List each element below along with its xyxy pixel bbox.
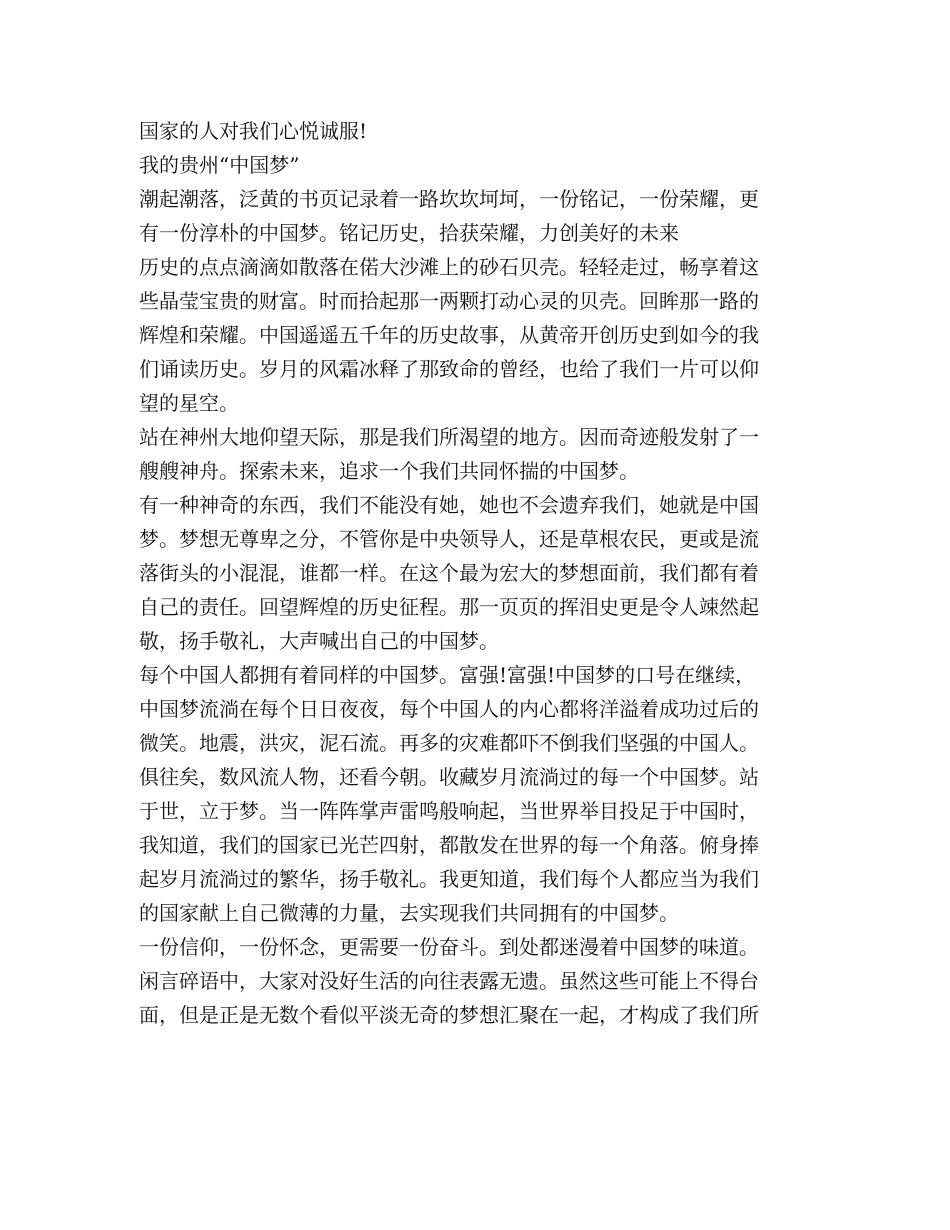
text-line: 自己的责任。回望辉煌的历史征程。那一页页的挥泪史更是令人竦然起 [139,595,759,619]
text-line: 每个中国人都拥有着同样的中国梦。富强!富强!中国梦的口号在继续， [139,663,756,687]
text-line: 俱往矣，数风流人物，还看今朝。收藏岁月流淌过的每一个中国梦。站 [139,765,759,789]
text-line: 历史的点点滴滴如散落在偌大沙滩上的砂石贝壳。轻轻走过，畅享着这 [139,255,759,279]
text-line: 些晶莹宝贵的财富。时而拾起那一两颗打动心灵的贝壳。回眸那一路的 [139,289,759,313]
text-line: 辉煌和荣耀。中国遥遥五千年的历史故事，从黄帝开创历史到如今的我 [139,323,759,347]
essay-title: 我的贵州“中国梦” [139,153,300,177]
text-line: 起岁月流淌过的繁华，扬手敬礼。我更知道，我们每个人都应当为我们 [139,867,759,891]
text-line: 中国梦流淌在每个日日夜夜，每个中国人的内心都将洋溢着成功过后的 [139,697,759,721]
text-line: 敬，扬手敬礼，大声喊出自己的中国梦。 [139,629,499,653]
text-line: 潮起潮落，泛黄的书页记录着一路坎坎坷坷，一份铭记，一份荣耀，更 [139,187,759,211]
text-line: 落街头的小混混，谁都一样。在这个最为宏大的梦想面前，我们都有着 [139,561,759,585]
text-line: 们诵读历史。岁月的风霜冰释了那致命的曾经，也给了我们一片可以仰 [139,357,759,381]
text-line: 望的星空。 [139,391,239,415]
text-line: 有一份淳朴的中国梦。铭记历史，拾获荣耀，力创美好的未来 [139,221,679,245]
text-line: 面，但是正是无数个看似平淡无奇的梦想汇聚在一起，才构成了我们所 [139,1003,759,1027]
text-line: 于世，立于梦。当一阵阵掌声雷鸣般响起，当世界举目投足于中国时， [139,799,759,823]
text-line: 艘艘神舟。探索未来，追求一个我们共同怀揣的中国梦。 [139,459,639,483]
text-line: 有一种神奇的东西，我们不能没有她，她也不会遗弃我们，她就是中国 [139,493,759,517]
text-line: 的国家献上自己微薄的力量，去实现我们共同拥有的中国梦。 [139,901,679,925]
text-line: 微笑。地震，洪灾，泥石流。再多的灾难都吓不倒我们坚强的中国人。 [139,731,759,755]
text-line: 我知道，我们的国家已光芒四射，都散发在世界的每一个角落。俯身捧 [139,833,759,857]
text-line: 国家的人对我们心悦诚服! [139,119,368,143]
text-line: 一份信仰，一份怀念，更需要一份奋斗。到处都迷漫着中国梦的味道。 [139,935,759,959]
text-line: 闲言碎语中，大家对没好生活的向往表露无遗。虽然这些可能上不得台 [139,969,759,993]
text-line: 梦。梦想无尊卑之分，不管你是中央领导人，还是草根农民，更或是流 [139,527,759,551]
text-line: 站在神州大地仰望天际，那是我们所渴望的地方。因而奇迹般发射了一 [139,425,759,449]
document-body [139,114,819,1032]
